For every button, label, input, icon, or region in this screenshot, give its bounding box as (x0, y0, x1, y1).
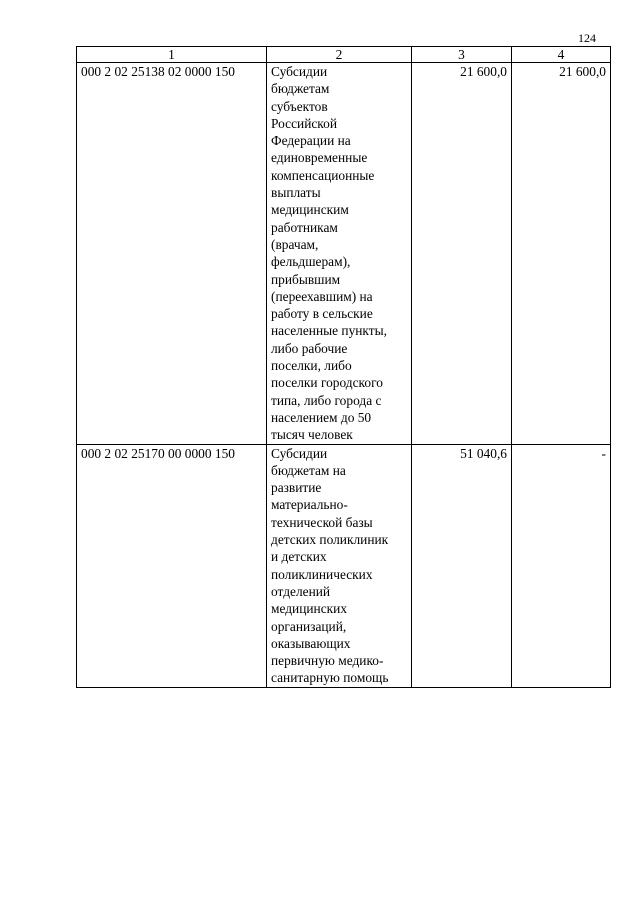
header-col-3: 3 (412, 47, 512, 63)
header-col-4: 4 (512, 47, 611, 63)
budget-table (76, 46, 611, 688)
amount-col-4: 21 600,0 (512, 63, 611, 445)
table-row (77, 63, 611, 445)
table-body (77, 63, 611, 688)
table-row (77, 444, 611, 687)
page-number: 124 (578, 31, 596, 45)
header-col-2: 2 (267, 47, 412, 63)
amount-col-3: 21 600,0 (412, 63, 512, 445)
header-row (77, 47, 611, 63)
revenue-name: Субсидии бюджетам субъектов Российской Федерации на единовременные компенсационные выплаты медицинским работникам (врачам, фельдшерам), прибывшим (переехавшим) на работу в сельские населенные пункты, либо рабочие поселки, либо поселки городского типа, либо города с населением до 50 тысяч человек (267, 63, 412, 445)
amount-col-3: 51 040,6 (412, 444, 512, 687)
classification-code: 000 2 02 25138 02 0000 150 (77, 63, 267, 445)
table-header (77, 47, 611, 63)
revenue-name: Субсидии бюджетам на развитие материально- технической базы детских поликлиник и детских поликлинических отделений медицинских организаций, оказывающих первичную медико- санитарную помощь (267, 444, 412, 687)
amount-col-4: - (512, 444, 611, 687)
header-col-1: 1 (77, 47, 267, 63)
classification-code: 000 2 02 25170 00 0000 150 (77, 444, 267, 687)
